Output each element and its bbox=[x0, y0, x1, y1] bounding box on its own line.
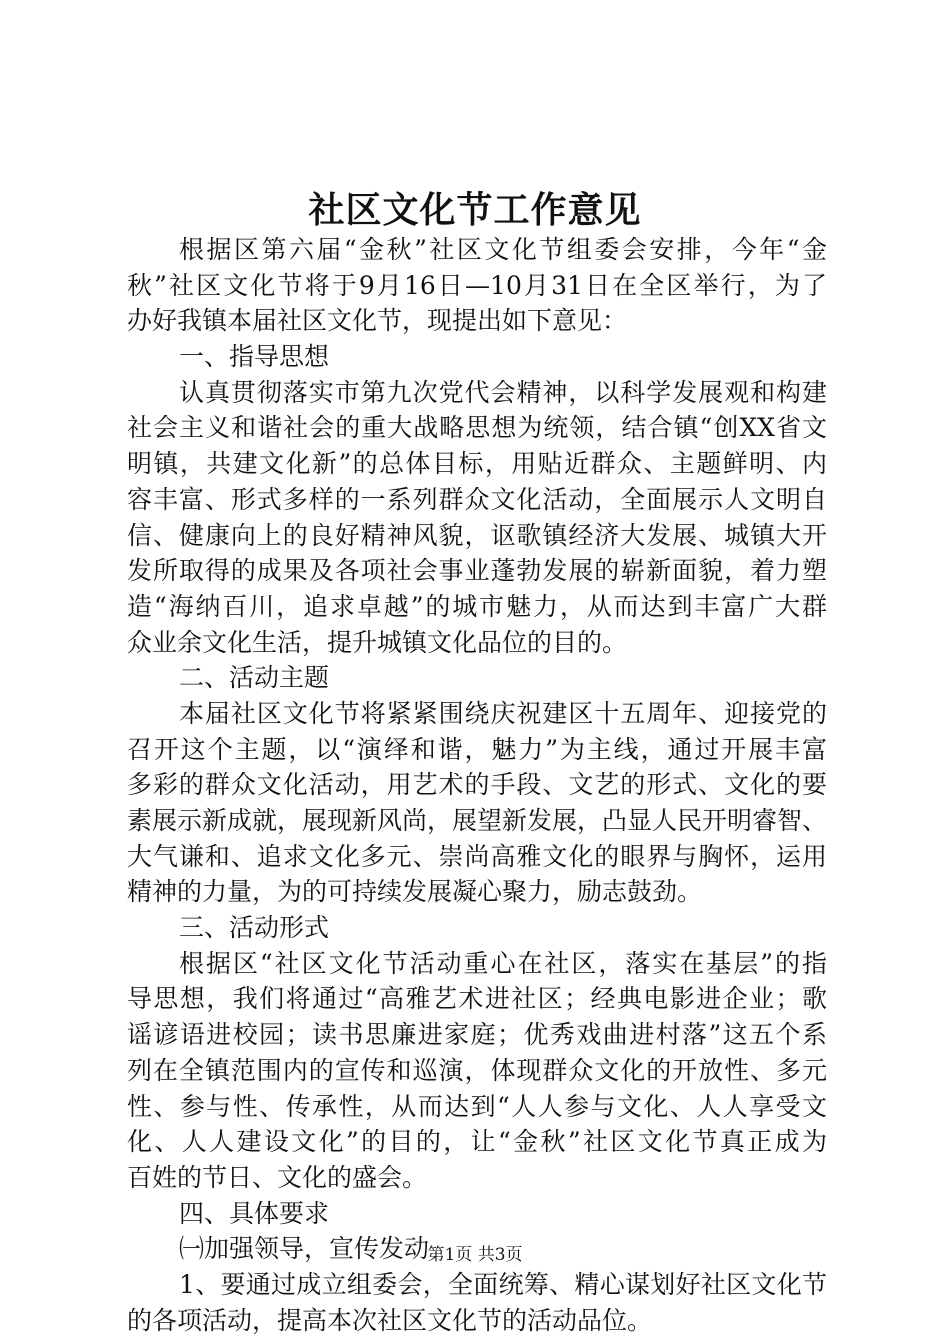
body-line: 性、参与性、传承性，从而达到“人人参与文化、人人享受文 bbox=[127, 1091, 827, 1121]
body-line: 本届社区文化节将紧紧围绕庆祝建区十五周年、迎接党的 bbox=[179, 698, 827, 728]
body-line: 精神的力量，为的可持续发展凝心聚力，励志鼓劲。 bbox=[127, 877, 703, 907]
body-line: 导思想，我们将通过“高雅艺术进社区；经典电影进企业；歌 bbox=[127, 984, 827, 1014]
body-line: 根据区第六届“金秋”社区文化节组委会安排，今年“金 bbox=[179, 235, 827, 264]
document-body bbox=[127, 232, 827, 1338]
body-line: 认真贯彻落实市第九次党代会精神，以科学发展观和构建 bbox=[179, 377, 827, 407]
body-line: 素展示新成就，展现新风尚，展望新发展，凸显人民开明睿智、 bbox=[127, 806, 828, 835]
body-line: 发所取得的成果及各项社会事业蓬勃发展的崭新面貌，着力塑 bbox=[127, 556, 827, 586]
body-line: 办好我镇本届社区文化节，现提出如下意见： bbox=[127, 306, 628, 336]
body-line: 谣谚语进校园；读书思廉进家庭；优秀戏曲进村落”这五个系 bbox=[127, 1020, 827, 1050]
body-line: 多彩的群众文化活动，用艺术的手段、文艺的形式、文化的要 bbox=[127, 770, 827, 800]
body-line: 列在全镇范围内的宣传和巡演，体现群众文化的开放性、多元 bbox=[127, 1055, 827, 1085]
body-line: 一、指导思想 bbox=[179, 342, 330, 372]
body-line: 四、具体要求 bbox=[179, 1198, 330, 1228]
body-line: 造“海纳百川，追求卓越”的城市魅力，从而达到丰富广大群 bbox=[127, 591, 827, 621]
body-line: 容丰富、形式多样的一系列群众文化活动，全面展示人文明自 bbox=[127, 484, 827, 514]
body-line: 根据区“社区文化节活动重心在社区，落实在基层”的指 bbox=[179, 948, 827, 978]
body-line: 化、人人建设文化”的目的，让“金秋”社区文化节真正成为 bbox=[127, 1127, 827, 1157]
body-line: 秋”社区文化节将于9月16日—10月31日在全区举行，为了 bbox=[127, 270, 827, 300]
body-line: 召开这个主题，以“演绎和谐，魅力”为主线，通过开展丰富 bbox=[127, 734, 827, 764]
body-line: 百姓的节日、文化的盛会。 bbox=[127, 1162, 428, 1192]
page-footer: 第1页 共3页 bbox=[427, 1245, 523, 1265]
body-line: 的各项活动，提高本次社区文化节的活动品位。 bbox=[127, 1305, 653, 1335]
body-line: 众业余文化生活，提升城镇文化品位的目的。 bbox=[127, 627, 628, 657]
body-line: 大气谦和、追求文化多元、崇尚高雅文化的眼界与胸怀，运用 bbox=[127, 841, 827, 871]
body-line: 二、活动主题 bbox=[179, 663, 330, 693]
body-line: 社会主义和谐社会的重大战略思想为统领，结合镇“创XX省文 bbox=[127, 413, 827, 443]
body-line: 1、要通过成立组委会，全面统筹、精心谋划好社区文化节 bbox=[179, 1269, 827, 1299]
document-title: 社区文化节工作意见 bbox=[308, 189, 642, 231]
body-line: 信、健康向上的良好精神风貌，讴歌镇经济大发展、城镇大开 bbox=[127, 520, 827, 550]
body-line: ㈠加强领导，宣传发动 bbox=[179, 1234, 430, 1264]
body-line: 明镇，共建文化新”的总体目标，用贴近群众、主题鲜明、内 bbox=[127, 449, 827, 479]
body-line: 三、活动形式 bbox=[179, 913, 330, 943]
